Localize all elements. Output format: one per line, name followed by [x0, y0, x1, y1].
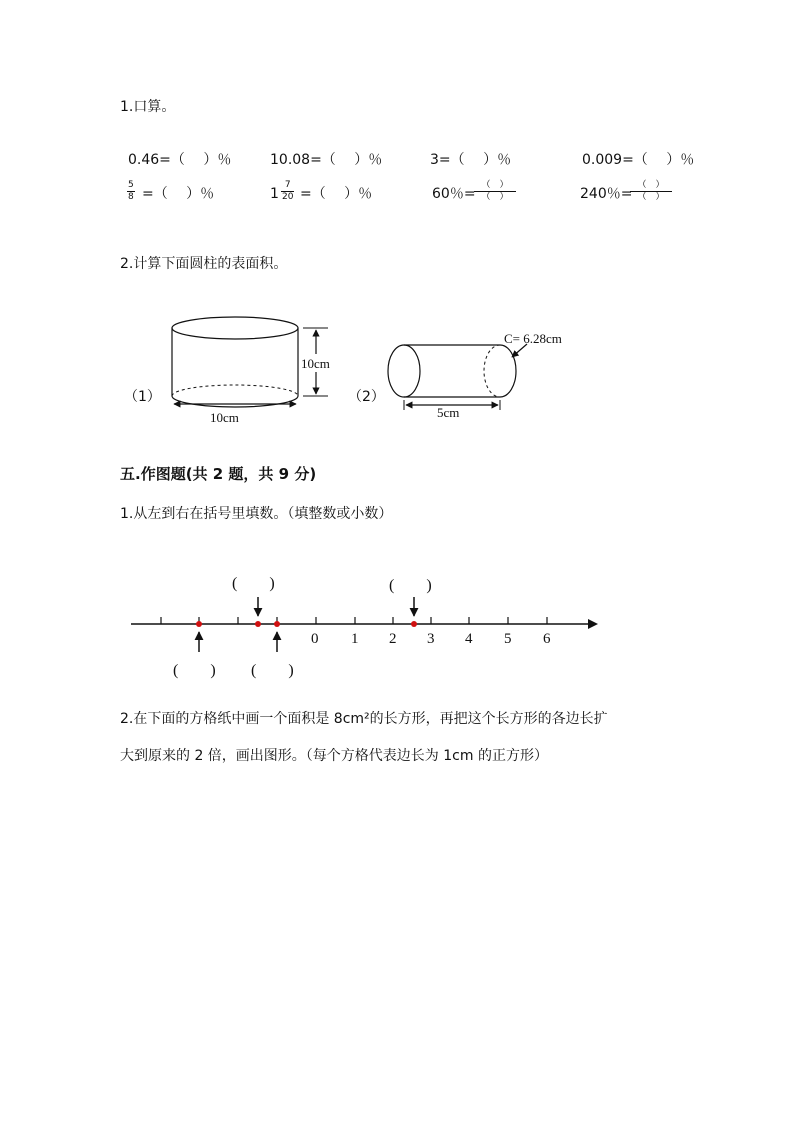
q1-item-240-lead: 240％=: [580, 186, 633, 202]
number-line-arrowhead: [588, 619, 598, 629]
tick-label-2: 2: [389, 631, 397, 647]
answer-blank-lower-right: ( ): [251, 662, 294, 679]
diameter-label: 10cm: [210, 410, 239, 425]
section-5-q2-line-2: 大到原来的 2 倍，画出图形。（每个方格代表边长为 1cm 的正方形）: [120, 748, 548, 764]
red-point: [196, 621, 202, 627]
mixed-whole: 1: [270, 186, 279, 202]
fraction-numerator: 7: [284, 180, 291, 190]
length-label: 5cm: [437, 405, 460, 420]
tick-label-5: 5: [504, 631, 512, 647]
red-point: [274, 621, 280, 627]
circumference-label: C= 6.28cm: [504, 331, 562, 346]
fraction-denominator: 20: [282, 192, 294, 202]
figure-1-label: （1）: [124, 389, 161, 405]
fraction-denominator: （ ）: [481, 192, 509, 202]
figure-2-label: （2）: [348, 389, 385, 405]
fraction-numerator: 5: [128, 180, 134, 190]
q1-title: 1.口算。: [120, 99, 176, 115]
q1-item-60-lead: 60％=: [432, 186, 476, 202]
fraction-numerator: （ ）: [481, 180, 509, 190]
section-5-q2-line-1: 2.在下面的方格纸中画一个面积是 8cm²的长方形，再把这个长方形的各边长扩: [120, 711, 608, 727]
red-point: [255, 621, 261, 627]
section-5-q1-title: 1.从左到右在括号里填数。（填整数或小数）: [120, 506, 393, 522]
tick-label-6: 6: [543, 631, 551, 647]
q1-item-0-009: 0.009=（ ）％: [582, 152, 695, 168]
tick-label-3: 3: [427, 631, 435, 647]
answer-blank-upper-right: ( ): [389, 577, 432, 594]
fraction-denominator: （ ）: [637, 192, 665, 202]
q1-item-3: 3=（ ）％: [430, 152, 512, 168]
tick-label-4: 4: [465, 631, 473, 647]
q2-title: 2.计算下面圆柱的表面积。: [120, 256, 288, 272]
answer-blank-lower-left: ( ): [173, 662, 216, 679]
fraction-numerator: （ ）: [637, 180, 665, 190]
number-line-ticks: [161, 617, 547, 624]
q1-item-5-8-tail: =（ ）％: [142, 186, 215, 202]
red-point: [411, 621, 417, 627]
tick-label-1: 1: [351, 631, 359, 647]
height-label: 10cm: [301, 356, 330, 371]
tick-label-0: 0: [311, 631, 319, 647]
fraction-denominator: 8: [128, 192, 134, 202]
q1-item-10-08: 10.08=（ ）％: [270, 152, 383, 168]
q1-item-0-46: 0.46=（ ）％: [128, 152, 232, 168]
answer-blank-upper-left: ( ): [232, 575, 275, 592]
q1-item-1-7-20-tail: =（ ）％: [300, 186, 373, 202]
section-5-heading: 五.作图题(共 2 题，共 9 分): [120, 465, 317, 483]
